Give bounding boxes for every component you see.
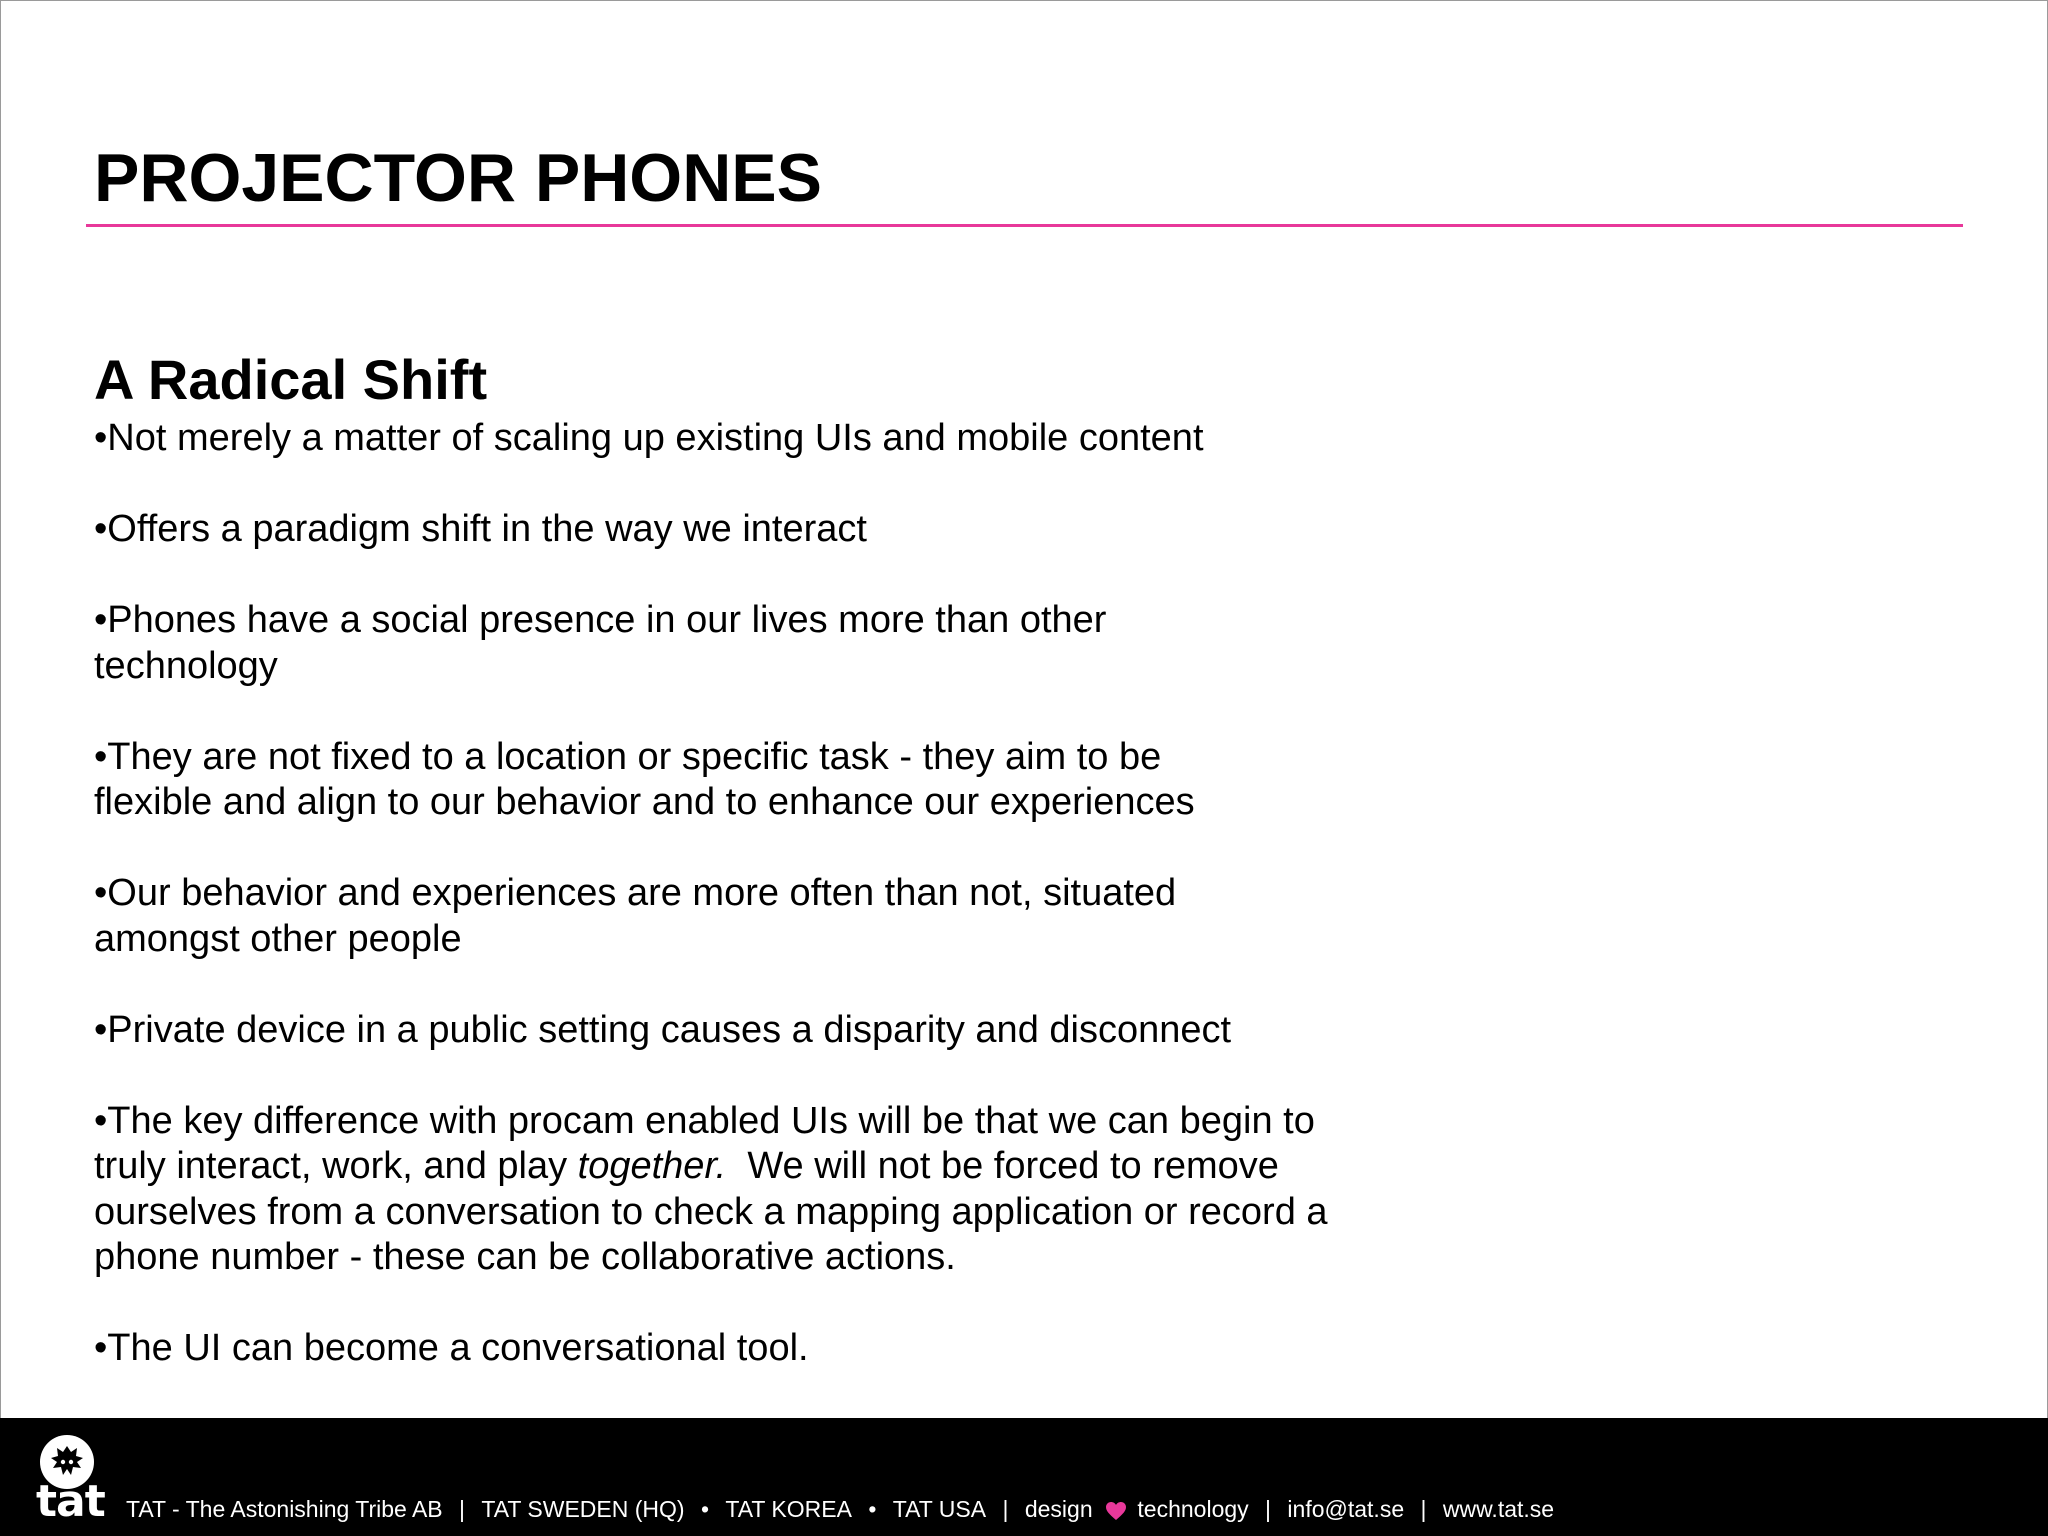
email-link[interactable]: info@tat.se (1287, 1496, 1405, 1522)
separator-dot: • (868, 1496, 877, 1522)
bullet-item (94, 1099, 1354, 1281)
separator: | (1265, 1496, 1272, 1522)
office-korea: TAT KOREA (725, 1496, 852, 1522)
footer-info (126, 1492, 1554, 1526)
bullet-item: •Not merely a matter of scaling up existing UIs and mobile content (94, 417, 1204, 459)
bullet-text: We will not be forced to remove ourselves from a conversation to check a mapping application or record a phone number - these can be collaborative actions. (94, 1145, 1339, 1278)
website-link[interactable]: www.tat.se (1442, 1496, 1555, 1522)
title-divider (86, 224, 1963, 227)
bullet-item: •The UI can become a conversational tool. (94, 1327, 809, 1369)
tagline-design: design (1024, 1496, 1093, 1522)
slide-subtitle: A Radical Shift (94, 348, 488, 411)
bullet-text: •The key difference with procam enabled UIs will be that we can begin to truly interact, work, and play (94, 1099, 1315, 1187)
bullet-item: •Our behavior and experiences are more often than not, situated amongst other people (94, 872, 1177, 960)
logo-wordmark: tat (36, 1476, 105, 1527)
bullet-item: •They are not fixed to a location or specific task - they aim to be flexible and align to our behavior and to enhance our experiences (94, 735, 1195, 823)
office-sweden: TAT SWEDEN (HQ) (481, 1496, 685, 1522)
footer-bar (0, 1418, 2048, 1536)
heart-icon (1105, 1501, 1127, 1521)
office-usa: TAT USA (892, 1496, 987, 1522)
bullet-item: •Phones have a social presence in our lives more than other technology (94, 599, 1107, 687)
company-name: TAT - The Astonishing Tribe AB (126, 1496, 443, 1522)
bullet-list (94, 416, 1394, 1372)
separator: | (1002, 1496, 1009, 1522)
separator-dot: • (700, 1496, 710, 1522)
bullet-item: •Private device in a public setting causes a disparity and disconnect (94, 1008, 1232, 1051)
separator: | (1420, 1496, 1427, 1522)
tagline-technology: technology (1137, 1496, 1249, 1522)
bullet-emphasis: together. (577, 1145, 727, 1187)
slide-title: PROJECTOR PHONES (94, 140, 823, 216)
separator: | (459, 1496, 465, 1522)
bullet-item: •Offers a paradigm shift in the way we interact (94, 508, 867, 550)
